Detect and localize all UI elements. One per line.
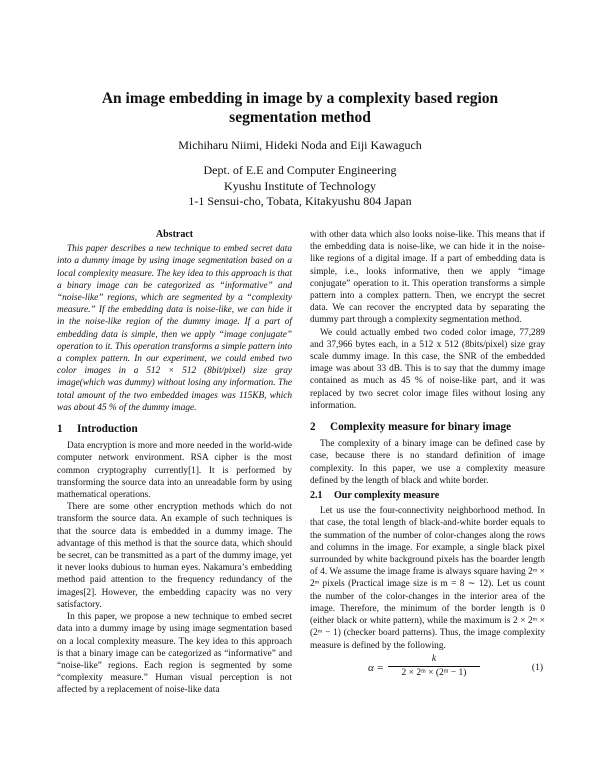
section-heading-introduction	[57, 423, 292, 435]
abstract-text: This paper describes a new technique to embed secret data into a dummy image by using image segmentation based on a local complexity measure. The key idea to this approach is that a binary image can be categorized as “informative” and “noise-like” regions, which are segmented by a “complexity measure.” If the embedding data is noise-like, we can hide it in the noise-like region of the dummy image. If a part of embedding data is simple, then we apply “image conjugate” operation to it. This operation transforms a simple pattern into a complex pattern. In our experiment, we could embed two color images in a 512 × 512 (8bit/pixel) size gray image(which was dummy) without losing any information. The total amount of the two embedded images was 115KB, which was about 45 % of the dummy image.	[57, 244, 292, 413]
abstract-heading: Abstract	[155, 229, 194, 240]
section-number: 1	[57, 423, 63, 436]
paragraph: with other data which also looks noise-like. This means that if the embedding data is noise-like, we can hide it in the noise-like regions of a digital image. If a part of embedding data is simple, i.e., looks informative, then we apply “image conjugate” operation to it. This operation transforms a simple pattern into a complex pattern. Then, we encrypt the secret data. We can recover the encrypted data by separating the dummy part through a complexity segmentation method.	[310, 230, 545, 326]
subsection-number: 2.1	[310, 490, 323, 502]
fraction-bar	[388, 666, 480, 667]
paragraph: In this paper, we propose a new technique to embed secret data into a dummy image by using image segmentation based on a local complexity measure. The key idea to this approach is that a binary image can be categorized as “informative” and “noise-like” regions. Each region is segmented by some “complexity measure.” Human visual perception is not affected by a replacement of noise-like data	[57, 612, 292, 696]
right-column	[310, 229, 545, 684]
left-column	[57, 229, 292, 697]
section-title: Complexity measure for binary image	[330, 421, 512, 434]
equation-1	[310, 654, 545, 684]
paragraph: Let us use the four-connectivity neighborhood method. In that case, the total length of black-and-white border equals to the summation of the number of color-changes along the rows and columns in the image. For example, a single black pixel surrounded by white background pixels has the boarder length of 4. We assume the image frame is always square having 2ᵐ × 2ᵐ pixels (Practical image size is m = 8 ∼ 12). Let us count the number of the color-changes in the interior area of the image. Therefore, the minimum of the border length is 0 (either black or white pattern), while the maximum is 2 × 2ᵐ × (2ᵐ − 1) (checker board patterns). Thus, the image complexity measure is defined by the following.	[310, 506, 545, 651]
section-heading-complexity-measure	[310, 421, 545, 433]
subsection-title: Our complexity measure	[334, 490, 440, 502]
affiliation-line: 1-1 Sensui-cho, Tobata, Kitakyushu 804 Japan	[188, 194, 412, 208]
paragraph: Data encryption is more and more needed in the world-wide computer network environment. RSA cipher is the most common cryptography currently[1]. It is performed by transforming the source data into an unreadable form by using mathematical operations.	[57, 441, 292, 501]
affiliation-line: Kyushu Institute of Technology	[224, 178, 376, 193]
equation-numerator: k	[431, 653, 437, 664]
affiliation-line: Dept. of E.E and Computer Engineering	[203, 163, 397, 177]
equation-number: (1)	[531, 662, 543, 673]
equation-lhs: α =	[368, 661, 384, 674]
affiliation	[60, 163, 540, 210]
equation-fraction	[388, 654, 480, 679]
equation-denominator: 2 × 2ᵐ × (2ᵐ − 1)	[401, 667, 467, 678]
author-list: Michiharu Niimi, Hideki Noda and Eiji Kawaguch	[178, 138, 422, 152]
paragraph: We could actually embed two coded color image, 77,289 and 37,966 bytes each, in a 512 x 512 (8bits/pixel) size gray scale dummy image. In this case, the SNR of the embedded image was about 33 dB. This is to say that the dummy image contained as much as 45 % of noise-like part, and it was replaced by two secret color image files without losing any information.	[310, 327, 545, 411]
section-title: Introduction	[77, 423, 138, 436]
paper-title: An image embedding in image by a complexity based region segmentation method	[101, 90, 499, 126]
paragraph: The complexity of a binary image can be defined case by case, because there is no standard definition of image complexity. In this paper, we use a complexity measure defined by the length of black and white border.	[310, 439, 545, 486]
subsection-heading-our-complexity-measure	[310, 490, 545, 502]
paragraph: There are some other encryption methods which do not transform the source data. An example of such techniques is that the source data is embedded in a dummy image. The advantage of this method is that the source data, which should be secret, can be transmitted as a part of the dummy image, yet it never looks dubious to human eyes. Nakamura’s embedding method paid attention to the frequency redundancy of the images[2]. However, the embedding capacity was no very satisfactory.	[57, 502, 292, 610]
section-number: 2	[310, 421, 316, 434]
